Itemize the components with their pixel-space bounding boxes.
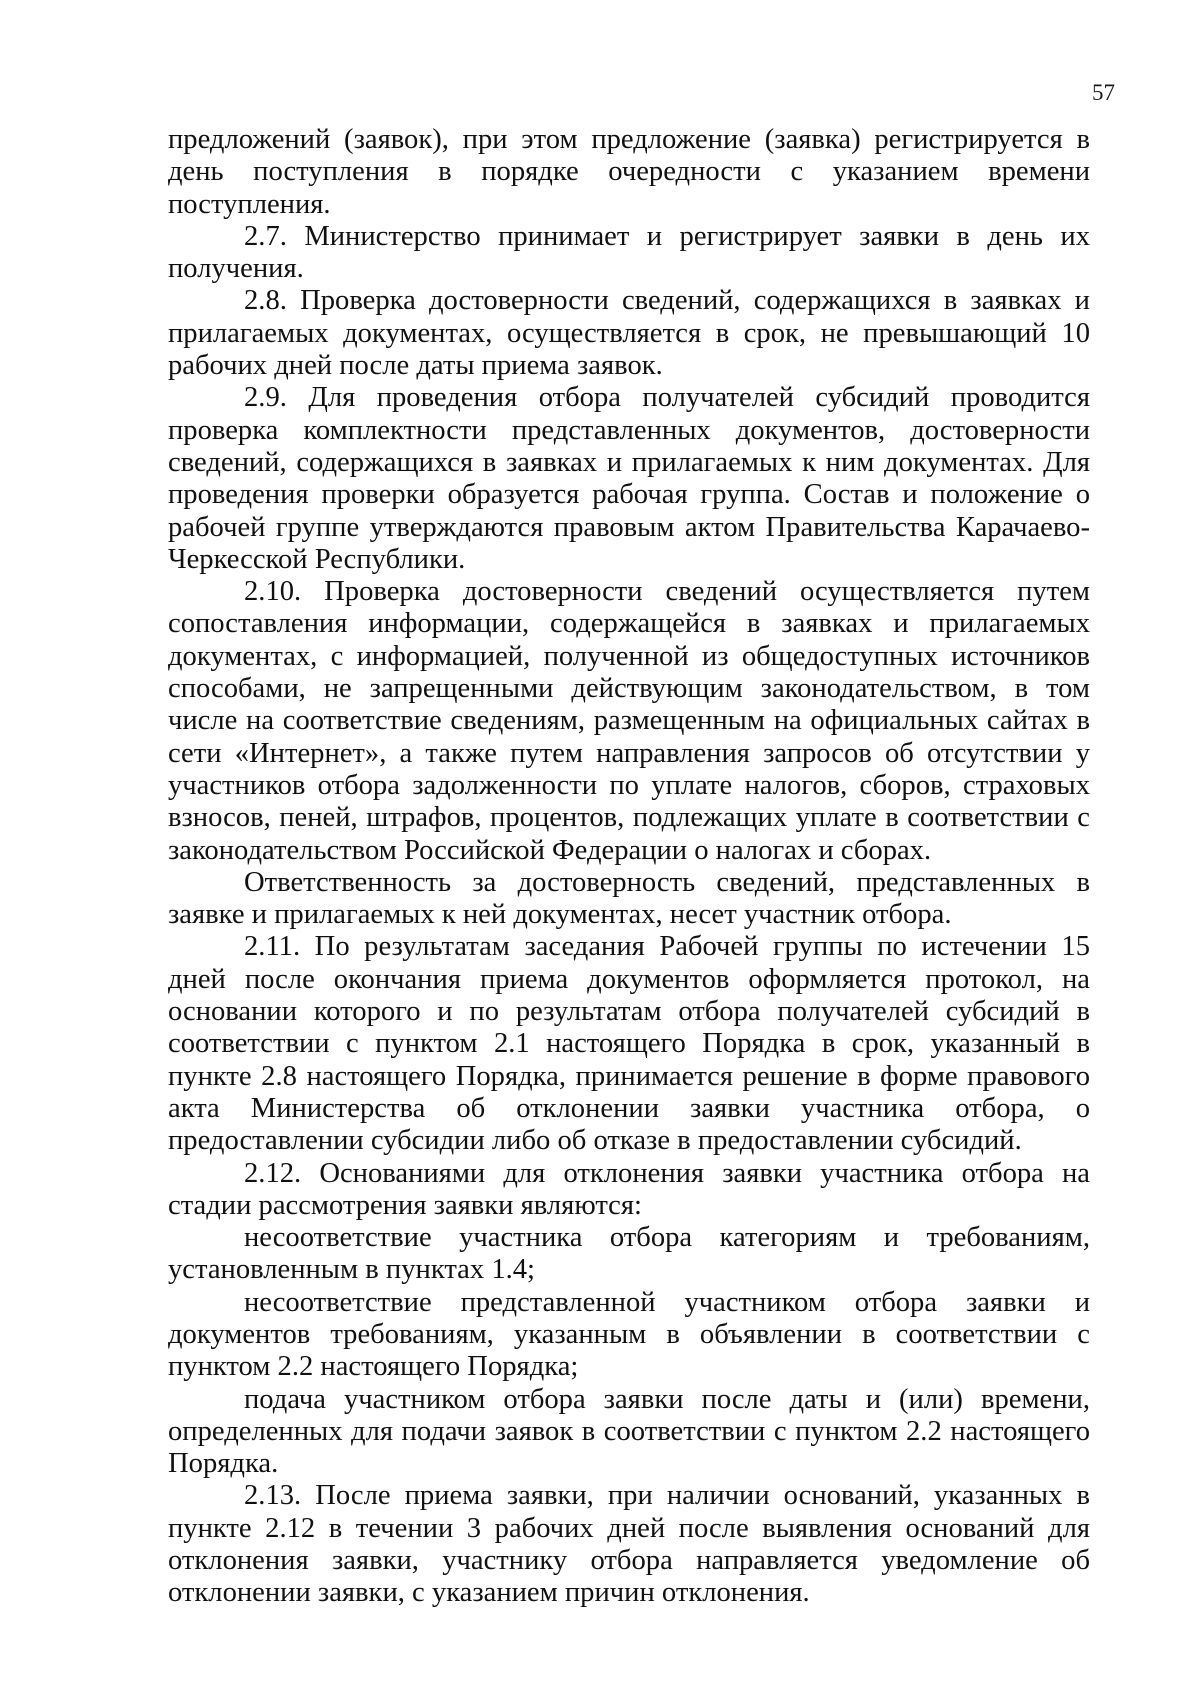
paragraph-2-13: 2.13. После приема заявки, при наличии оснований, указанных в пункте 2.12 в течении 3 рабочих дней после выявления оснований для отклонения заявки, участнику отбора направляется уведомление об отклонении заявки, с указанием причин отклонения. — [168, 1480, 1090, 1609]
paragraph-2-10: 2.10. Проверка достоверности сведений осуществляется путем сопоставления информации, содержащейся в заявках и прилагаемых документах, с информацией, полученной из общедоступных источников способами, не запрещенными действующим законодательством, в том числе на соответствие сведениям, размещенным на официальных сайтах в сети «Интернет», а также путем направления запросов об отсутствии у участников отбора задолженности по уплате налогов, сборов, страховых взносов, пеней, штрафов, процентов, подлежащих уплате в соответствии с законодательством Российской Федерации о налогах и сборах. — [168, 576, 1090, 866]
paragraph-2-11: 2.11. По результатам заседания Рабочей группы по истечении 15 дней после окончания приема документов оформляется протокол, на основании которого и по результатам отбора получателей субсидий в соответствии с пунктом 2.1 настоящего Порядка в срок, указанный в пункте 2.8 настоящего Порядка, принимается решение в форме правового акта Министерства об отклонении заявки участника отбора, о предоставлении субсидии либо об отказе в предоставлении субсидий. — [168, 931, 1090, 1157]
page-number: 57 — [1092, 80, 1115, 105]
paragraph-2-7: 2.7. Министерство принимает и регистрирует заявки в день их получения. — [168, 220, 1090, 285]
paragraph-continuation: предложений (заявок), при этом предложение (заявка) регистрируется в день поступления в порядке очередности с указанием времени поступления. — [168, 124, 1090, 220]
document-body — [168, 124, 1090, 1610]
paragraph-responsibility: Ответственность за достоверность сведений, представленных в заявке и прилагаемых к ней документах, несет участник отбора. — [168, 866, 1090, 931]
paragraph-ground-3: подача участником отбора заявки после даты и (или) времени, определенных для подачи заявок в соответствии с пунктом 2.2 настоящего Порядка. — [168, 1383, 1090, 1480]
paragraph-2-8: 2.8. Проверка достоверности сведений, содержащихся в заявках и прилагаемых документах, осуществляется в срок, не превышающий 10 рабочих дней после даты приема заявок. — [168, 285, 1090, 382]
paragraph-2-9: 2.9. Для проведения отбора получателей субсидий проводится проверка комплектности представленных документов, достоверности сведений, содержащихся в заявках и прилагаемых к ним документах. Для проведения проверки образуется рабочая группа. Состав и положение о рабочей группе утверждаются правовым актом Правительства Карачаево-Черкесской Республики. — [168, 382, 1090, 575]
paragraph-ground-2: несоответствие представленной участником отбора заявки и документов требованиям, указанным в объявлении в соответствии с пунктом 2.2 настоящего Порядка; — [168, 1286, 1090, 1383]
paragraph-2-12: 2.12. Основаниями для отклонения заявки участника отбора на стадии рассмотрения заявки являются: — [168, 1157, 1090, 1221]
paragraph-ground-1: несоответствие участника отбора категориям и требованиям, установленным в пунктах 1.4; — [168, 1222, 1090, 1286]
